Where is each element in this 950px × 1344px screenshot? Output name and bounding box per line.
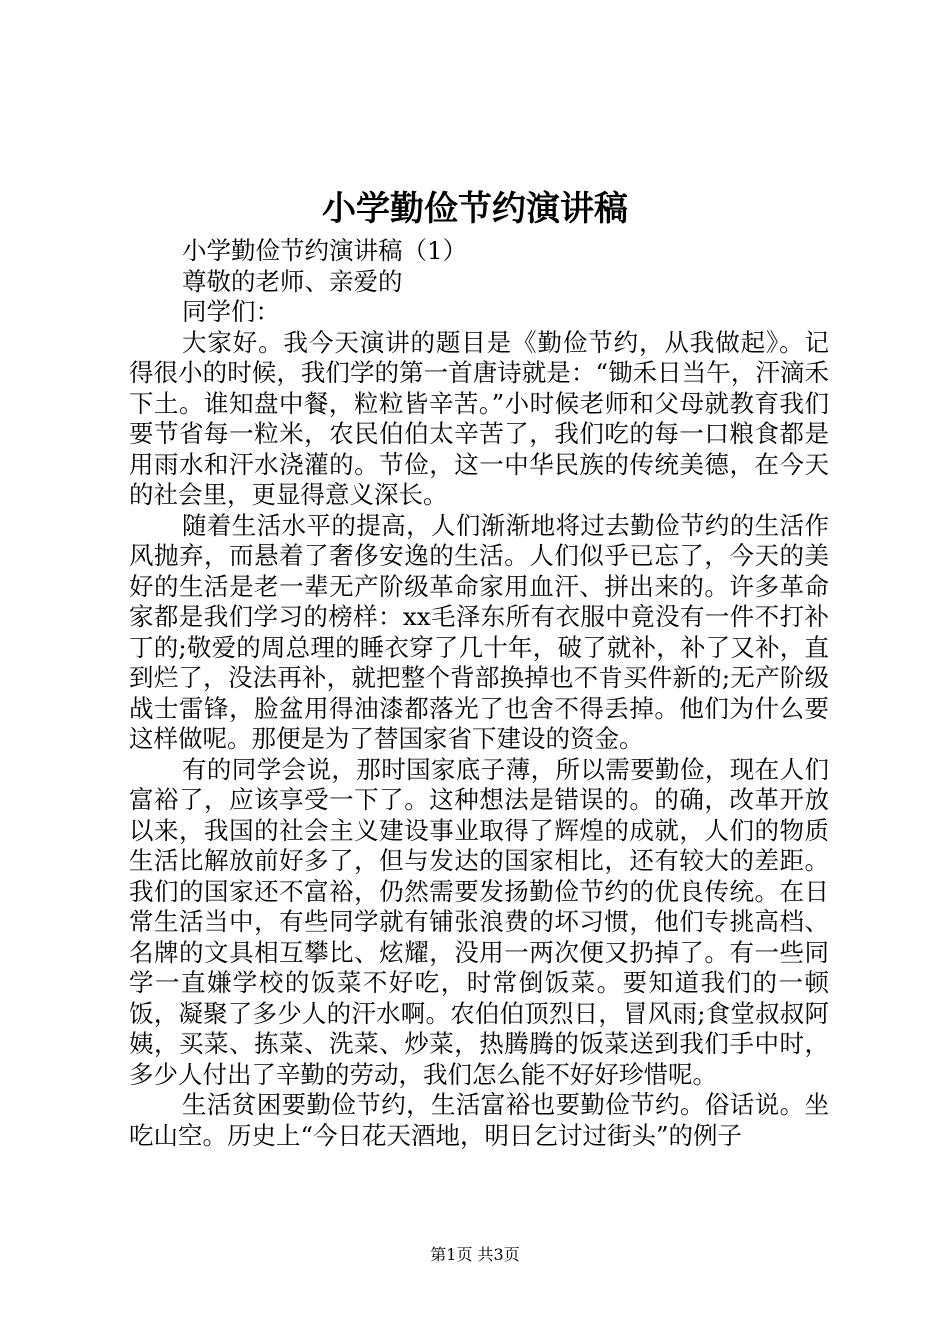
paragraph-today: 有的同学会说，那时国家底子薄，所以需要勤俭，现在人们富裕了，应该享受一下了。这种想法是错误的。的确，改革开放以来，我国的社会主义建设事业取得了辉煌的成就，人们的物质生活比解放前好多了，但与发达的国家相比，还有较大的差距。我们的国家还不富裕，仍然需要发扬勤俭节约的优良传统。在日常生活当中，有些同学就有铺张浪费的坏习惯，他们专挑高档、名牌的文具相互攀比、炫耀，没用一两次便又扔掉了。有一些同学一直嫌学校的饭菜不好吃，时常倒饭菜。要知道我们的一顿饭，凝聚了多少人的汗水啊。农伯伯顶烈日，冒风雨;食堂叔叔阿姨，买菜、拣菜、洗菜、炒菜，热腾腾的饭菜送到我们手中时，多少人付出了辛勤的劳动，我们怎么能不好好珍惜呢。 xyxy=(129,754,829,1089)
document-title: 小学勤俭节约演讲稿 xyxy=(322,189,628,229)
paragraph-greeting-2: 同学们： xyxy=(182,297,280,326)
document-body xyxy=(129,236,829,1151)
paragraph-intro: 大家好。我今天演讲的题目是《勤俭节约，从我做起》。记得很小的时候，我们学的第一首唐诗就是：“锄禾日当午，汗滴禾下土。谁知盘中餐，粒粒皆辛苦。”小时候老师和父母就教育我们要节省每一粒米，农民伯伯太辛苦了，我们吃的每一口粮食都是用雨水和汗水浇灌的。节俭，这一中华民族的传统美德，在今天的社会里，更显得意义深长。 xyxy=(129,327,829,509)
paragraph-subtitle: 小学勤俭节约演讲稿（1） xyxy=(182,236,468,265)
page-number-footer: 第1页 共3页 xyxy=(430,1245,520,1264)
paragraph-history: 随着生活水平的提高，人们渐渐地将过去勤俭节约的生活作风抛弃，而悬着了奢侈安逸的生活。人们似乎已忘了，今天的美好的生活是老一辈无产阶级革命家用血汗、拼出来的。许多革命家都是我们学习的榜样：xx毛泽东所有衣服中竟没有一件不打补丁的;敬爱的周总理的睡衣穿了几十年，破了就补，补了又补，直到烂了，没法再补，就把整个背部换掉也不肯买件新的;无产阶级战士雷锋，脸盆用得油漆都落光了也舍不得丢掉。他们为什么要这样做呢。那便是为了替国家省下建设的资金。 xyxy=(129,510,829,753)
paragraph-conclusion: 生活贫困要勤俭节约，生活富裕也要勤俭节约。俗话说。坐吃山空。历史上“今日花天酒地，明日乞讨过街头”的例子 xyxy=(129,1090,829,1150)
paragraph-greeting-1: 尊敬的老师、亲爱的 xyxy=(182,266,403,296)
